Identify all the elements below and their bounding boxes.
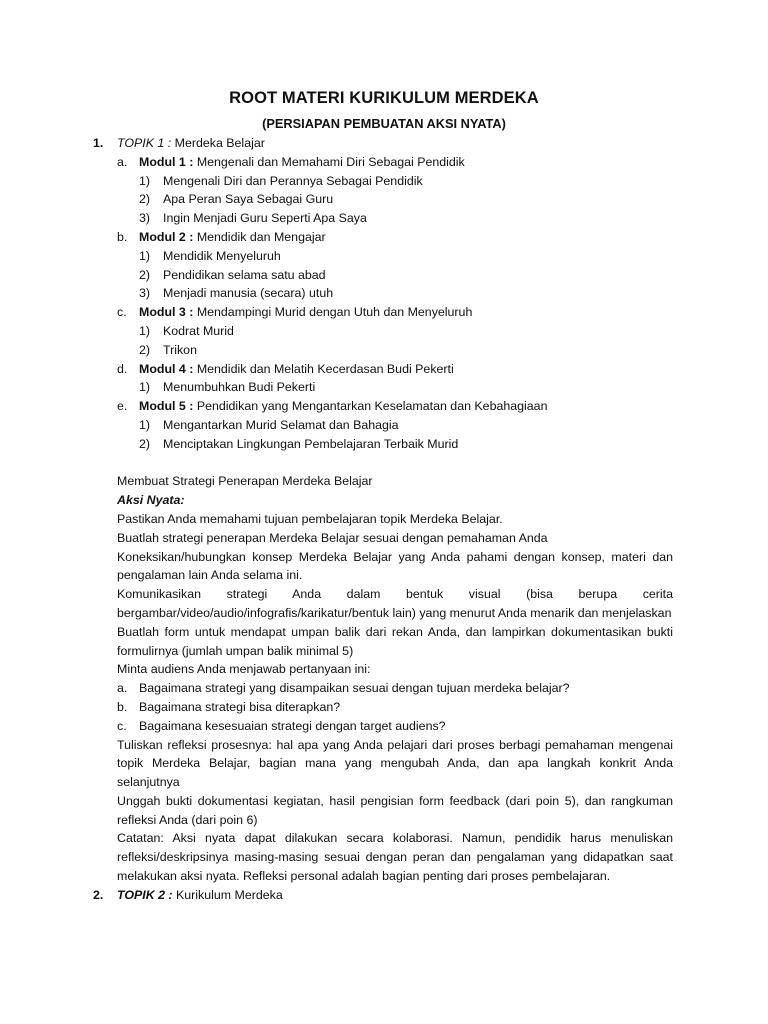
module-name: Mengenali dan Memahami Diri Sebagai Pendidik [193,154,465,169]
question-text: Bagaimana kesesuaian strategi dengan target audiens? [139,718,446,733]
topic-label: TOPIK 1 : [117,136,172,150]
item-number: 1) [139,173,151,188]
item-text: Trikon [163,342,197,357]
question-text: Bagaimana strategi yang disampaikan sesuai dengan tujuan merdeka belajar? [139,681,570,696]
document-subtitle: (PERSIAPAN PEMBUATAN AKSI NYATA) [262,116,506,131]
list-item [0,209,768,228]
list-item [0,416,768,435]
item-text: Menumbuhkan Budi Pekerti [163,380,316,395]
topic-1-heading [0,134,768,153]
topic-number: 1. [93,136,104,150]
module-item [0,397,768,416]
item-number: 1) [139,248,151,263]
instruction-paragraph: Koneksikan/hubungkan konsep Merdeka Belajar yang Anda pahami dengan konsep, materi dan pengalaman lain Anda selama ini. [117,549,673,583]
question-item [0,698,768,717]
item-number: 2) [139,192,151,207]
list-item [0,378,768,397]
question-text: Bagaimana strategi bisa diterapkan? [139,699,341,714]
item-number: 1) [139,323,151,338]
question-letter: c. [117,718,127,733]
topic-label: TOPIK 2 : [117,887,173,902]
instruction-paragraph: Komunikasikan strategi Anda dalam bentuk visual (bisa berupa cerita bergambar/video/audio/infografis/karikatur/bentuk lain) yang menurut Anda menarik dan menjelaskan [117,587,673,620]
module-letter: a. [117,154,128,169]
list-item [0,172,768,191]
topic-number: 2. [93,887,104,902]
item-text: Pendidikan selama satu abad [163,267,326,282]
list-item [0,247,768,266]
module-name: Pendidikan yang Mengantarkan Keselamatan dan Kebahagiaan [193,399,548,414]
item-text: Menjadi manusia (secara) utuh [163,286,334,301]
document-body [0,134,768,905]
list-item [0,190,768,209]
list-item [0,322,768,341]
module-name: Mendidik dan Mengajar [193,229,326,244]
spacer [0,454,768,473]
question-letter: a. [117,681,128,696]
item-number: 2) [139,267,151,282]
item-text: Kodrat Murid [163,323,234,338]
module-letter: d. [117,361,128,376]
question-item [0,717,768,736]
module-item [0,153,768,172]
instruction-paragraph: Tuliskan refleksi prosesnya: hal apa yang Anda pelajari dari proses berbagi pemahaman mengenai topik Merdeka Belajar, bagian mana yang mengubah Anda, dan apa langkah konkrit Anda selanjutnya [117,737,673,790]
module-label: Modul 5 : [139,399,194,414]
module-label: Modul 2 : [139,229,194,244]
instruction-paragraph: Minta audiens Anda menjawab pertanyaan ini: [117,662,371,677]
instruction-paragraph: Pastikan Anda memahami tujuan pembelajaran topik Merdeka Belajar. [117,511,503,526]
topic-name: Kurikulum Merdeka [172,887,283,902]
item-text: Mengenali Diri dan Perannya Sebagai Pendidik [163,173,423,188]
topic-2-heading [0,886,768,905]
item-number: 1) [139,380,151,395]
module-letter: b. [117,229,128,244]
item-text: Mengantarkan Murid Selamat dan Bahagia [163,417,399,432]
module-letter: e. [117,399,128,414]
note-paragraph: Catatan: Aksi nyata dapat dilakukan secara kolaborasi. Namun, pendidik harus menuliskan refleksi/deskripsinya masing-masing sesuai dengan peran dan pengalaman yang didapatkan saat melakukan aksi nyata. Refleksi personal adalah bagian penting dari proses pembelajaran. [117,831,673,884]
module-label: Modul 1 : [139,154,194,169]
module-label: Modul 4 : [139,361,194,376]
list-item [0,284,768,303]
section-heading: Membuat Strategi Penerapan Merdeka Belajar [117,474,373,489]
item-number: 2) [139,436,151,451]
item-text: Menciptakan Lingkungan Pembelajaran Terbaik Murid [163,436,459,451]
module-item [0,303,768,322]
document-title: ROOT MATERI KURIKULUM MERDEKA [229,89,539,107]
instruction-paragraph: Unggah bukti dokumentasi kegiatan, hasil pengisian form feedback (dari poin 5), dan rangkuman refleksi Anda (dari poin 6) [117,793,673,827]
module-item [0,228,768,247]
instruction-paragraph: Buatlah strategi penerapan Merdeka Belajar sesuai dengan pemahaman Anda [117,530,548,545]
module-name: Mendampingi Murid dengan Utuh dan Menyeluruh [193,305,473,320]
question-letter: b. [117,699,128,714]
module-name: Mendidik dan Melatih Kecerdasan Budi Pekerti [193,361,454,376]
item-text: Apa Peran Saya Sebagai Guru [163,192,334,207]
topic-name: Merdeka Belajar [171,136,265,150]
module-label: Modul 3 : [139,305,194,320]
list-item [0,341,768,360]
item-text: Ingin Menjadi Guru Seperti Apa Saya [163,211,367,226]
aksi-nyata-label: Aksi Nyata: [117,493,185,508]
item-number: 3) [139,286,151,301]
module-item [0,360,768,379]
question-item [0,679,768,698]
list-item [0,435,768,454]
item-text: Mendidik Menyeluruh [163,248,281,263]
item-number: 3) [139,211,151,226]
item-number: 2) [139,342,151,357]
module-letter: c. [117,305,127,320]
item-number: 1) [139,417,151,432]
list-item [0,266,768,285]
instruction-paragraph: Buatlah form untuk mendapat umpan balik dari rekan Anda, dan lampirkan dokumentasikan bukti formulirnya (jumlah umpan balik minimal 5) [117,624,673,658]
